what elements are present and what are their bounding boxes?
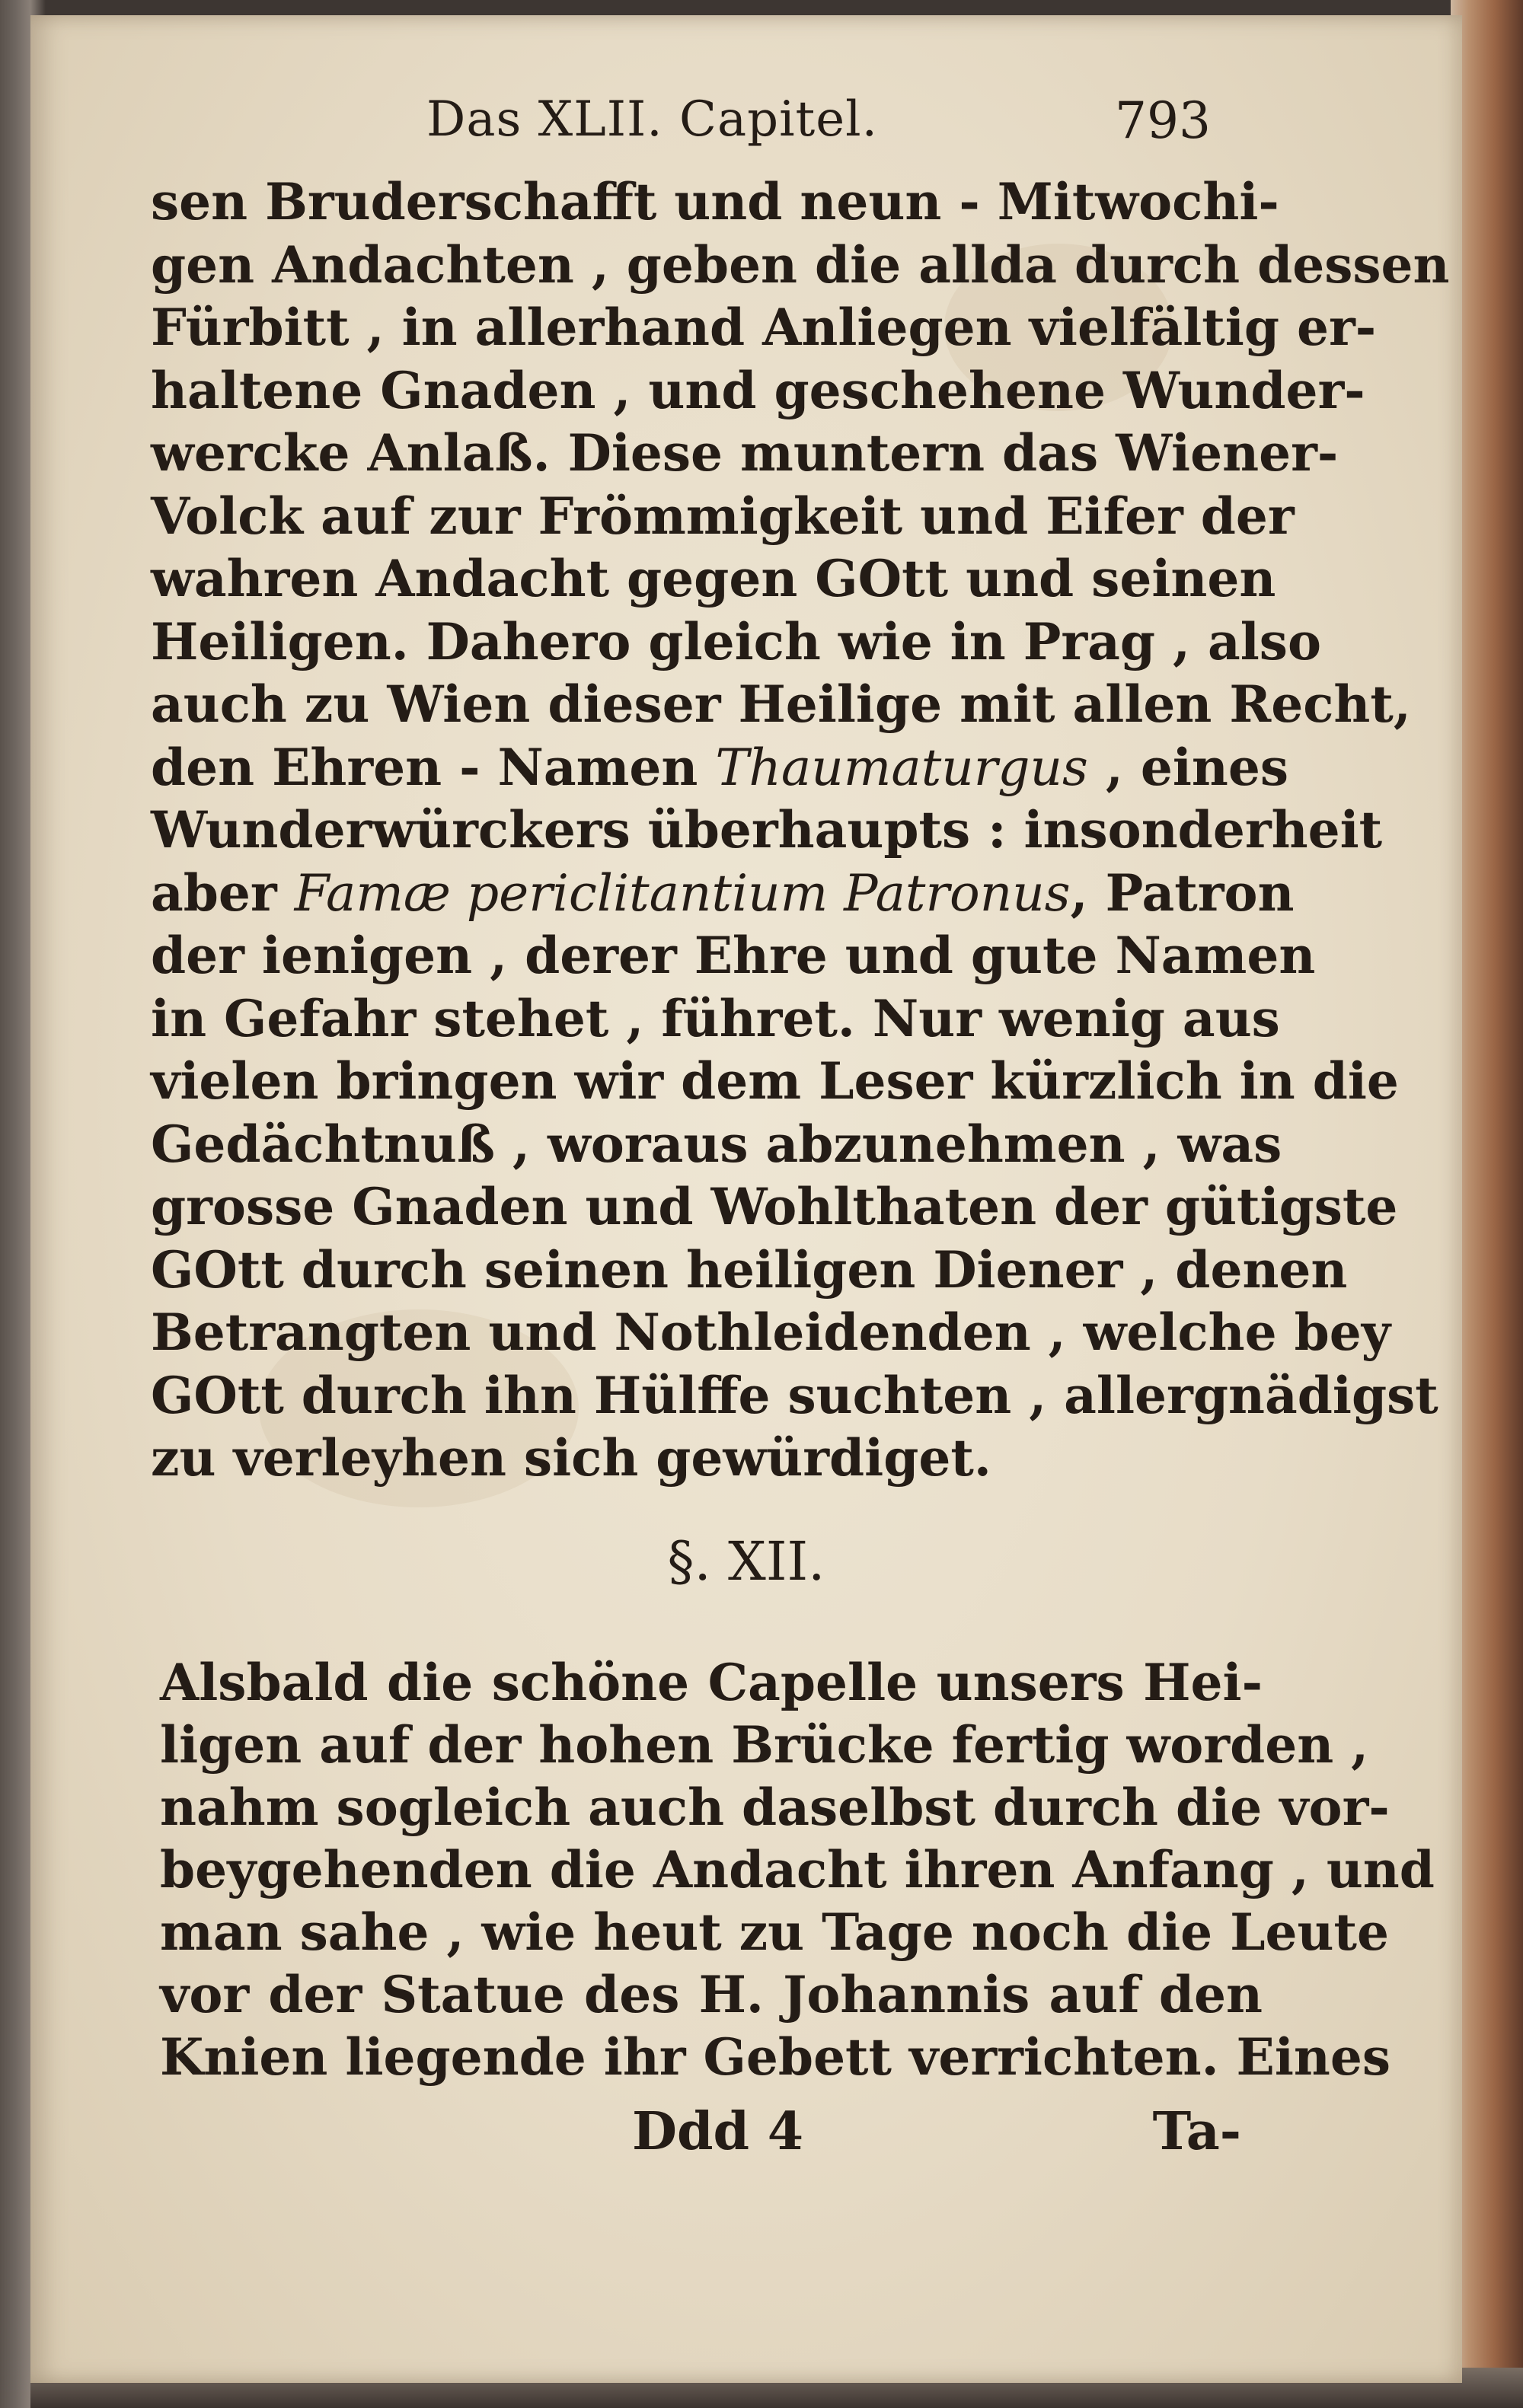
page-footer bbox=[632, 2101, 1241, 2170]
text-line: man sahe , wie heut zu Tage noch die Leute bbox=[160, 1902, 1390, 1962]
text-line: der ienigen , derer Ehre und gute Namen bbox=[151, 926, 1316, 985]
text-line: grosse Gnaden und Wohlthaten der gütigste bbox=[151, 1177, 1398, 1236]
text-line: beygehenden die Andacht ihren Anfang , und bbox=[160, 1840, 1435, 1899]
text-line: Gedächtnuß , woraus abzunehmen , was bbox=[151, 1114, 1282, 1174]
page-number: 793 bbox=[1115, 91, 1211, 150]
text-segment: den Ehren - Namen bbox=[151, 737, 716, 797]
text-line: GOtt durch ihn Hülffe suchten , allergnädigst bbox=[151, 1365, 1438, 1425]
text-line: Betrangten und Nothleidenden , welche bey bbox=[151, 1303, 1391, 1362]
text-line: wahren Andacht gegen GOtt und seinen bbox=[151, 549, 1276, 608]
text-line: haltene Gnaden , und geschehene Wunder- bbox=[151, 360, 1365, 420]
text-line: Volck auf zur Frömmigkeit und Eifer der bbox=[151, 486, 1295, 546]
signature-mark: Ddd 4 bbox=[632, 2101, 804, 2162]
text-segment: , Patron bbox=[1070, 863, 1295, 923]
text-line: sen Bruderschafft und neun - Mitwochi- bbox=[151, 172, 1279, 231]
text-line: Knien liegende ihr Gebett verrichten. Eines bbox=[160, 2027, 1391, 2087]
chapter-title: Das XLII. Capitel. bbox=[426, 91, 878, 148]
text-line: zu verleyhen sich gewürdiget. bbox=[151, 1428, 991, 1488]
text-line: nahm sogleich auch daselbst durch die vor- bbox=[160, 1778, 1390, 1837]
text-line: Heiligen. Dahero gleich wie in Prag , also bbox=[151, 611, 1321, 671]
latin-italic-term: Famæ periclitantium Patronus bbox=[294, 863, 1071, 923]
text-line: Wunderwürckers überhaupts : insonderheit bbox=[151, 800, 1383, 860]
text-line: auch zu Wien dieser Heilige mit allen Recht, bbox=[151, 675, 1411, 734]
text-line: gen Andachten , geben die allda durch dessen bbox=[151, 234, 1450, 295]
text-line: vor der Statue des H. Johannis auf den bbox=[160, 1965, 1263, 2024]
text-line: Alsbald die schöne Capelle unsers Hei- bbox=[160, 1653, 1263, 1712]
latin-italic-term: Thaumaturgus bbox=[715, 738, 1088, 797]
section-heading: §. XII. bbox=[667, 1530, 825, 1593]
text-line: wercke Anlaß. Diese muntern das Wiener- bbox=[151, 423, 1339, 483]
text-line: in Gefahr stehet , führet. Nur wenig aus bbox=[151, 988, 1280, 1048]
text-line: vielen bringen wir dem Leser kürzlich in die bbox=[151, 1051, 1399, 1111]
running-header bbox=[426, 91, 1211, 167]
text-line bbox=[151, 737, 1289, 798]
text-line: GOtt durch seinen heiligen Diener , denen bbox=[151, 1239, 1348, 1300]
text-line bbox=[151, 863, 1295, 923]
text-line: Fürbitt , in allerhand Anliegen vielfältig er- bbox=[151, 298, 1377, 357]
catchword: Ta- bbox=[1152, 2101, 1241, 2162]
text-line: ligen auf der hohen Brücke fertig worden , bbox=[160, 1715, 1369, 1775]
text-segment: aber bbox=[151, 863, 295, 923]
text-segment: , eines bbox=[1087, 737, 1289, 797]
book-page bbox=[30, 15, 1462, 2383]
